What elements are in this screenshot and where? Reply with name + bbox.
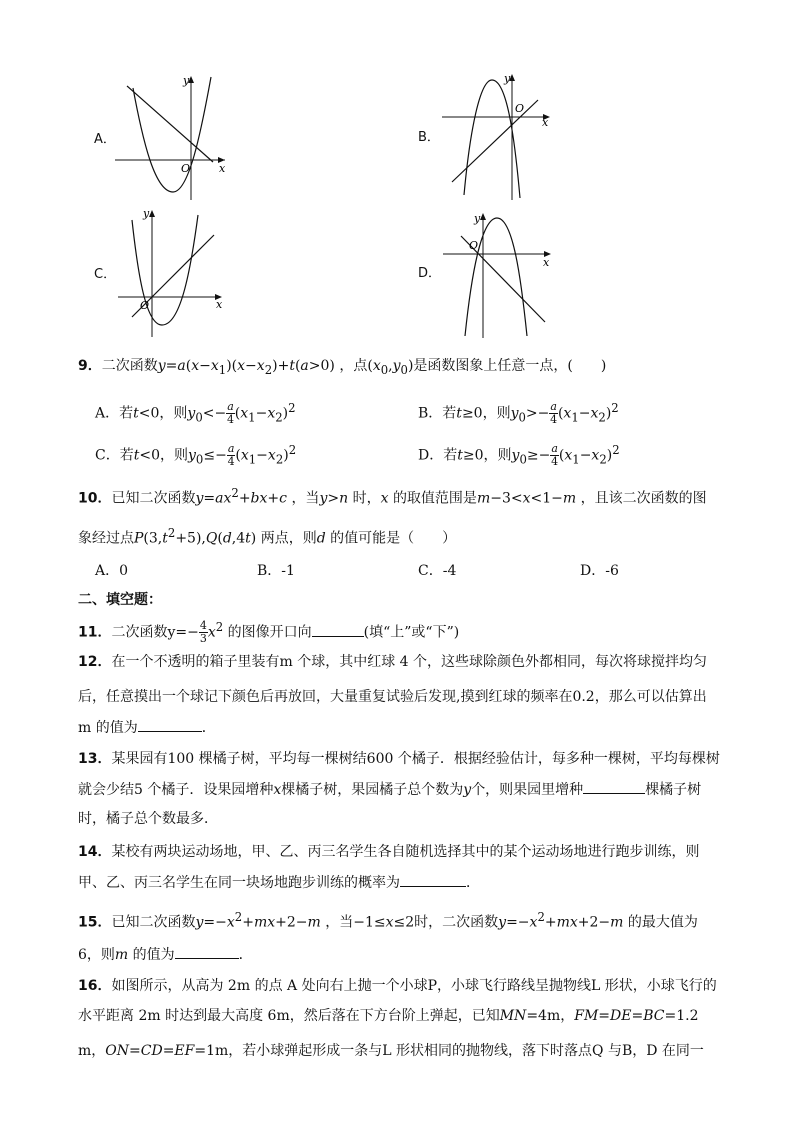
question-13-line-2: 就会少结5 个橘子．设果园增种x棵橘子树，果园橘子总个数为y个，则果园里增种 棵橘子树	[78, 779, 701, 800]
question-9-option-c[interactable]: C．若t<0，则$y_0\le-$ $\frac{a}{4}$ $(x_1-x_2)^2$	[95, 442, 297, 469]
option-c-label: C．	[94, 267, 117, 282]
answer-blank[interactable]	[312, 622, 364, 637]
question-16-line-3: m，ON=CD=EF=1m，若小球弹起形成一条与L 形状相同的抛物线，落下时落点Q 与B，D 在同一	[78, 1043, 704, 1059]
question-13-line-3: 时，橘子总个数最多．	[78, 811, 218, 827]
x-axis-label: x	[543, 256, 550, 269]
question-16-line-1: 16．如图所示，从高为 2m 的点 A 处向右上抛一个小球P，小球飞行路线呈抛物线L 形状，小球飞行的	[78, 978, 717, 994]
origin-label: O	[140, 299, 150, 312]
answer-blank[interactable]	[175, 944, 239, 959]
question-13-line-1: 13．某果园有100 棵橘子树，平均每一棵树结600 个橘子．根据经验估计，每多种一棵树，平均每棵树	[78, 751, 720, 767]
question-14-line-1: 14．某校有两块运动场地，甲、乙、丙三名学生各自随机选择其中的某个运动场地进行跑步训练，则	[78, 844, 700, 860]
y-axis-label: y	[183, 74, 190, 87]
question-12-line-3: m 的值为 ．	[78, 717, 216, 738]
x-axis-label: x	[219, 162, 226, 175]
graph-c	[118, 205, 228, 340]
graph-d	[443, 208, 558, 340]
graph-a	[115, 72, 230, 202]
question-10-option-b[interactable]: B．-1	[257, 563, 295, 579]
question-9-option-b[interactable]: B．若t≥0，则$y_0>-$ $\frac{a}{4}$ $(x_1-x_2)^2$	[418, 400, 619, 427]
x-axis-label: x	[542, 116, 549, 129]
question-15-line-1: 15．已知二次函数$y=-x^2+mx+2-m$ ，当−1≤x≤2时，二次函数$y=-x^2+mx+2-m$ 的最大值为	[78, 910, 698, 931]
question-9-stem: 9．二次函数$y=a(x-x_1)(x-x_2)+t(a>0)$ ，点$(x_0,y_0)$是函数图象上任意一点，( )	[78, 358, 607, 377]
question-9-option-d[interactable]: D．若t≥0，则$y_0\ge-$ $\frac{a}{4}$ $(x_1-x_2)^2$	[418, 442, 620, 469]
question-10-line-1: 10．已知二次函数$y=ax^2+bx+c$ ，当y>n 时，x 的取值范围是m−3<x<1−m ，且该二次函数的图	[78, 486, 707, 507]
origin-label: O	[469, 239, 479, 252]
y-axis-label: y	[143, 207, 150, 220]
question-15-line-2: 6，则m 的值为 ．	[78, 944, 253, 965]
y-axis-label: y	[474, 212, 481, 225]
graph-b	[442, 70, 557, 202]
question-9-option-a[interactable]: A．若t<0，则$y_0<-$ $\frac{a}{4}$ $(x_1-x_2)^2$	[95, 400, 296, 427]
question-10-option-a[interactable]: A．0	[95, 563, 129, 579]
option-a-label: A．	[94, 132, 116, 147]
question-12-line-1: 12．在一个不透明的箱子里装有m 个球，其中红球 4 个，这些球除颜色外都相同，每次将球搅拌均匀	[78, 654, 708, 670]
question-12-line-2: 后，任意摸出一个球记下颜色后再放回，大量重复试验后发现,摸到红球的频率在0.2，那么可以估算出	[78, 689, 707, 705]
answer-blank[interactable]	[138, 717, 202, 732]
question-10-option-d[interactable]: D．-6	[580, 563, 619, 579]
question-16-line-2: 水平距离 2m 时达到最大高度 6m，然后落在下方台阶上弹起，已知MN=4m，FM=DE=BC=1.2	[78, 1008, 699, 1024]
option-b-label: B．	[418, 130, 440, 145]
question-11: 11．二次函数y=− $\frac{4}{3}$ $x^2$ 的图像开口向 (填“上”或“下”)	[78, 619, 460, 646]
question-10-line-2: 象经过点$P(3,t^2+5),Q(d,4t)$ 两点，则d 的值可能是（ ）	[78, 526, 457, 547]
origin-label: O	[181, 162, 191, 175]
y-axis-label: y	[504, 72, 511, 85]
answer-blank[interactable]	[400, 872, 466, 887]
option-d-label: D．	[418, 266, 442, 281]
x-axis-label: x	[216, 298, 223, 311]
answer-blank[interactable]	[583, 779, 645, 794]
section-heading: 二、填空题：	[78, 592, 162, 608]
question-10-option-c[interactable]: C．-4	[418, 563, 457, 579]
origin-label: O	[515, 102, 525, 115]
question-14-line-2: 甲、乙、丙三名学生在同一块场地跑步训练的概率为 ．	[78, 872, 480, 893]
